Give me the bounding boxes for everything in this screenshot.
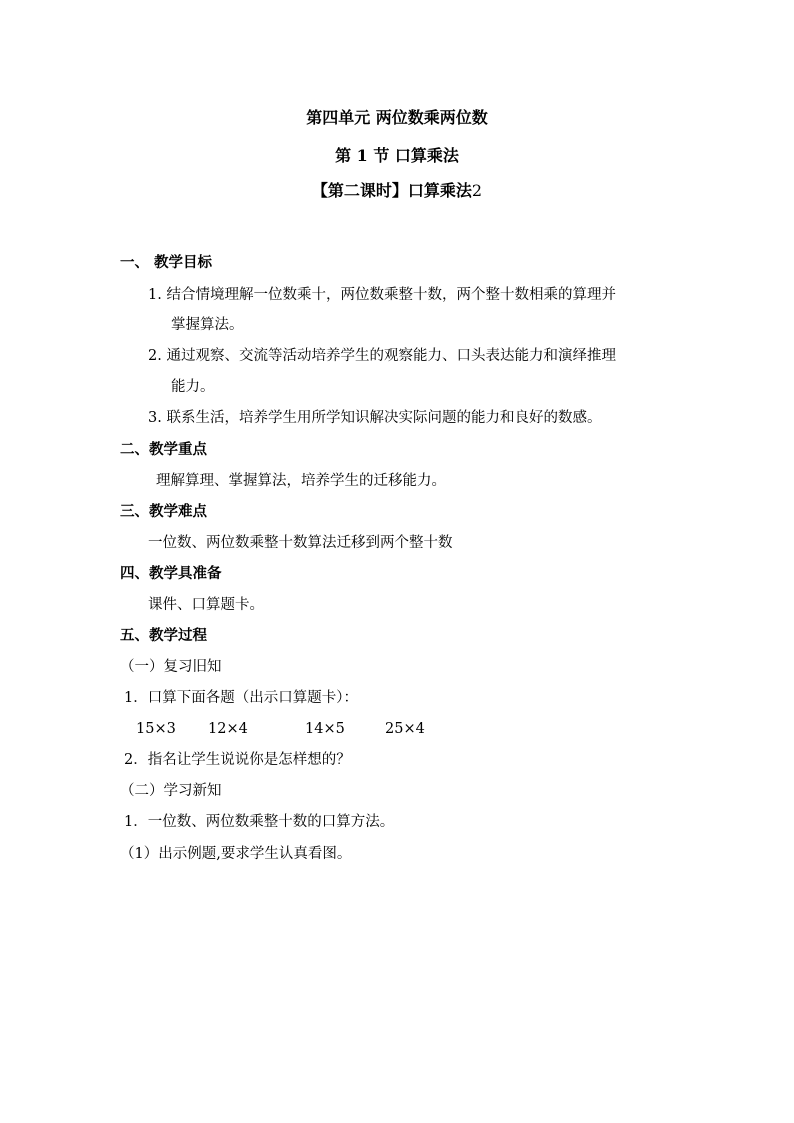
unit-title: 第四单元 两位数乘两位数 [306, 108, 488, 127]
goal-item-3-number: 3. [148, 410, 162, 426]
difficulties-text: 一位数、两位数乘整十数算法迁移到两个整十数 [148, 535, 453, 551]
process-part2-heading: （二）学习新知 [120, 783, 222, 799]
lesson-title-bold: 【第二课时】口算乘法 [311, 181, 472, 200]
difficulties-heading: 三、教学难点 [120, 503, 207, 520]
goal-item-2-text: 通过观察、交流等活动培养学生的观察能力、口头表达能力和演绎推理 [166, 348, 616, 364]
key-points-heading: 二、教学重点 [120, 441, 207, 458]
materials-heading: 四、教学具准备 [120, 565, 222, 582]
calc-item: 14×5 [305, 721, 345, 737]
process-step-3: 1．一位数、两位数乘整十数的口算方法。 [124, 814, 395, 830]
goal-item-1 [148, 285, 616, 305]
goal-item-1-continued: 掌握算法。 [171, 317, 244, 333]
materials-text: 课件、口算题卡。 [148, 597, 264, 613]
process-step-4: （1）出示例题,要求学生认真看图。 [120, 846, 352, 862]
calc-item: 15×3 [136, 721, 176, 737]
process-part1-heading: （一）复习旧知 [120, 659, 222, 675]
goal-item-2 [148, 346, 616, 366]
goal-item-2-continued: 能力。 [171, 379, 215, 395]
goal-item-1-number: 1. [148, 287, 162, 303]
calc-item: 25×4 [385, 721, 425, 737]
lesson-title [0, 181, 794, 201]
section-title: 第 1 节 口算乘法 [335, 146, 459, 165]
goal-item-3 [148, 408, 601, 428]
goal-item-1-text: 结合情境理解一位数乘十，两位数乘整十数，两个整十数相乘的算理并 [166, 287, 616, 303]
process-step-1: 1．口算下面各题（出示口算题卡）： [124, 690, 358, 706]
goal-item-2-number: 2. [148, 348, 162, 364]
key-points-text: 理解算理、掌握算法，培养学生的迁移能力。 [156, 473, 446, 489]
process-step-2: 2．指名让学生说说你是怎样想的？ [124, 752, 351, 768]
lesson-title-number: 2 [471, 181, 483, 200]
calc-item: 12×4 [208, 721, 248, 737]
goal-item-3-text: 联系生活，培养学生用所学知识解决实际问题的能力和良好的数感。 [166, 410, 602, 426]
goals-heading: 一、 教学目标 [120, 254, 213, 271]
process-heading: 五、教学过程 [120, 627, 207, 644]
